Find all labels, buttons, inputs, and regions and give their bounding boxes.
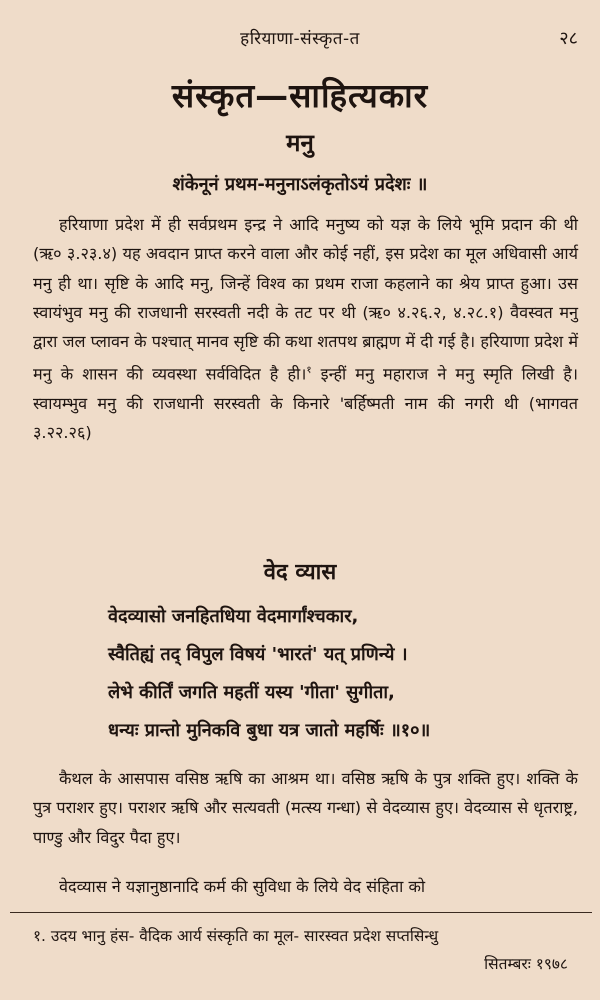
verse-line: स्वैतिह्यं तद् विपुल विषयं 'भारतं' यत् प्रणिन्ये । <box>108 644 408 665</box>
footnote-reference: १ <box>306 365 312 377</box>
paragraph-manu-part1: हरियाणा प्रदेश में ही सर्वप्रथम इन्द्र ने आदि मनुष्य को यज्ञ के लिये भूमि प्रदान की थी (ऋ० ३.२३.४) यह अवदान प्राप्त करने वाला और कोई नहीं, इस प्रदेश का मूल अधिवासी आर्य मनु ही था। सृष्टि के आदि मनु, जिन्हें विश्व का प्रथम राजा कहलाने का श्रेय प्राप्त हुआ। उस स्वायंभुव मनु की राजधानी सरस्वती नदी के तट पर थी (ऋ० ४.२६.२, ४.२८.१) वैवस्वत मनु द्वारा जल प्लावन के पश्चात् मानव सृष्टि की कथा शतपथ ब्राह्मण में दी गई है। हरियाणा प्रदेश में मनु के शासन की व्यवस्था सर्वविदित है ही। <box>33 215 578 384</box>
verse-block <box>108 598 578 750</box>
verse-line: वेदव्यासो जनहितधिया वेदमार्गांश्चकार, <box>108 606 359 627</box>
chapter-title: संस्कृत—साहित्यकार <box>171 76 429 115</box>
epigraph-verse: शंकेनूनं प्रथम-मनुनाऽलंकृतोऽयं प्रदेशः ॥ <box>172 174 428 195</box>
verse-line: लेभे कीर्तिं जगति महतीं यस्य 'गीता' सुगीता, <box>108 682 395 703</box>
footnote-text: १. उदय भानु हंस- वैदिक आर्य संस्कृति का मूल- सारस्वत प्रदेश सप्तसिन्धु <box>33 927 439 945</box>
paragraph-vyasa-2: वेदव्यास ने यज्ञानुष्ठानादि कर्म की सुविधा के लिये वेद संहिता को <box>59 877 426 896</box>
section-heading-manu: मनु <box>286 129 314 157</box>
paragraph-manu <box>33 210 578 448</box>
section-heading-vyasa: वेद व्यास <box>263 560 337 585</box>
footnote-divider <box>10 912 592 913</box>
paragraph-vyasa-1: कैथल के आसपास वसिष्ठ ऋषि का आश्रम था। वसिष्ठ ऋषि के पुत्र शक्ति हुए। शक्ति के पुत्र पराशर हुए। पराशर ऋषि और सत्यवती (मत्स्य गन्धा) से वेदव्यास हुए। वेदव्यास से धृतराष्ट्र, पाण्डु और विदुर पैदा हुए। <box>33 769 578 847</box>
running-header-title: हरियाणा-संस्कृत-त <box>240 29 360 49</box>
page-number: २८ <box>559 28 578 49</box>
footnote-date: सितम्बरः १९७८ <box>484 955 568 973</box>
footnote <box>33 922 578 978</box>
paragraph-manu-part2: इन्हीं मनु महाराज ने मनु स्मृति लिखी है। स्वायम्भुव मनु की राजधानी सरस्वती के किनारे 'बर्हिष्मती नाम की नगरी थी (भागवत ३.२२.२६) <box>33 364 578 443</box>
verse-line: धन्यः प्रान्तो मुनिकवि बुधा यत्र जातो महर्षिः ॥१०॥ <box>108 720 431 741</box>
